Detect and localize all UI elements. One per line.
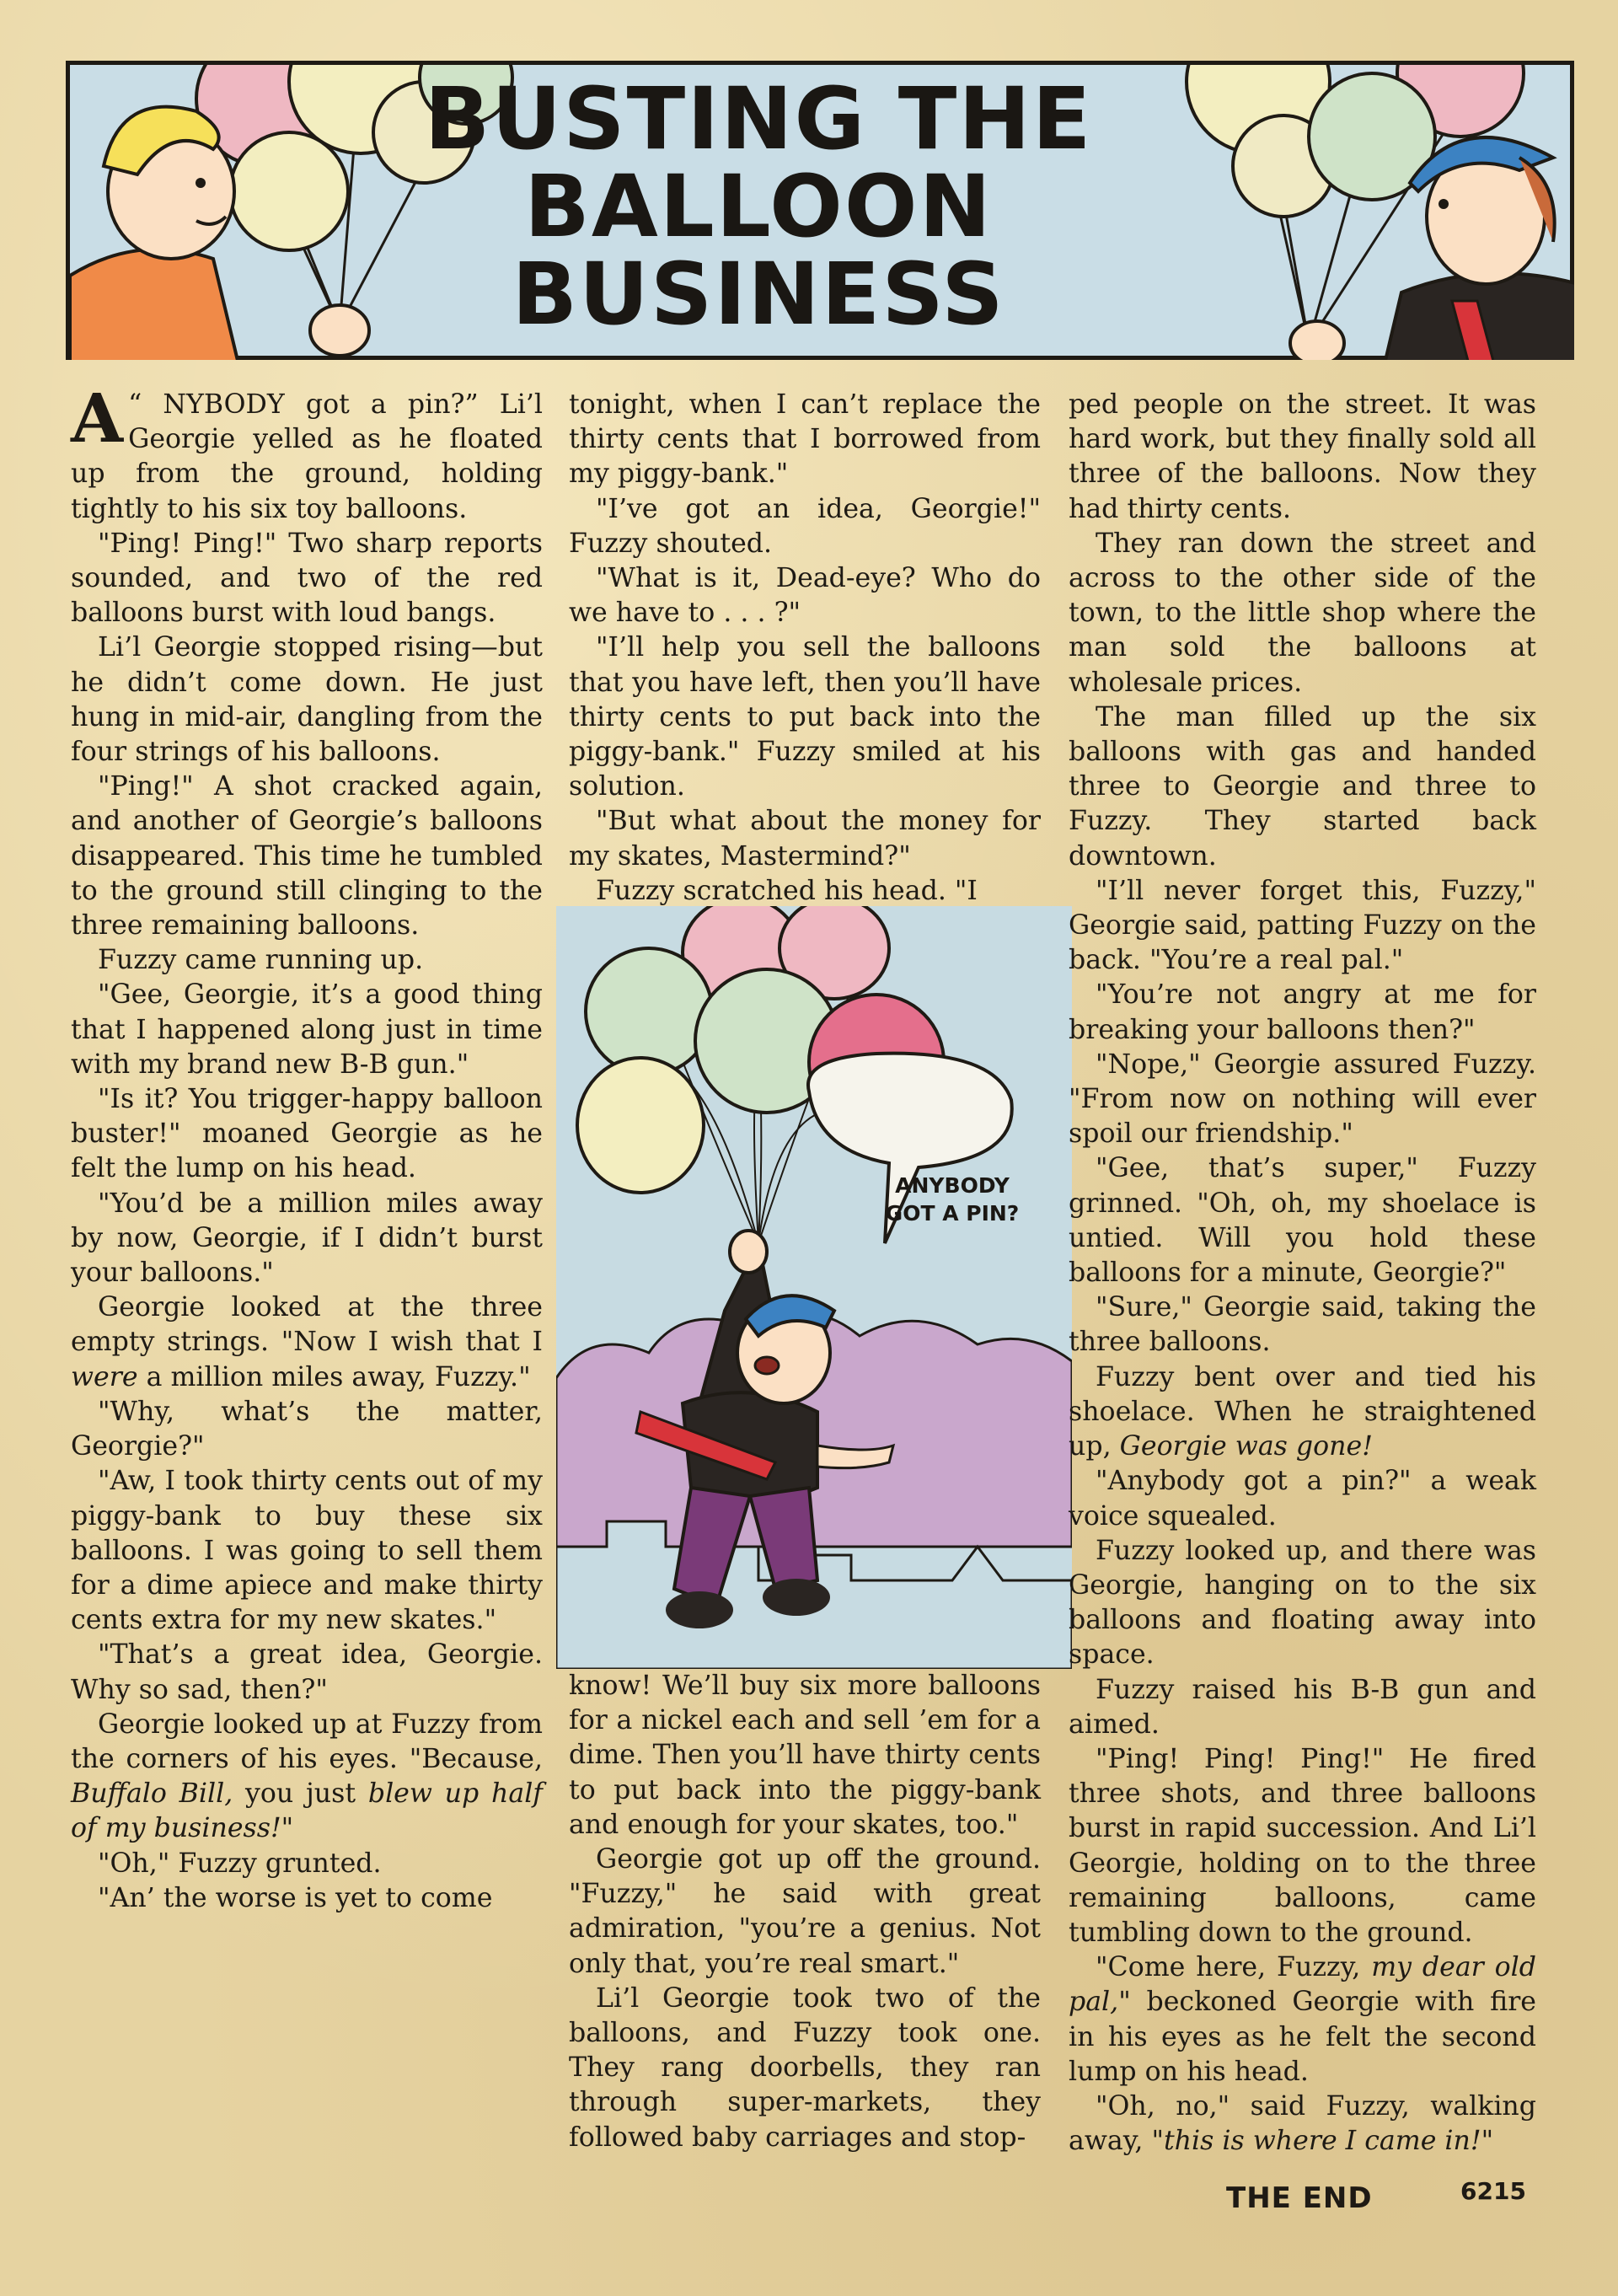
paragraph-text: "Oh, no," said Fuzzy, walking away, " — [1069, 2090, 1536, 2157]
paragraph: Fuzzy raised his B-B gun and aimed. — [1069, 1674, 1536, 1740]
paragraph: Fuzzy scratched his head. "I — [596, 875, 978, 906]
paragraph — [71, 1708, 543, 1847]
paragraph: "You’re not angry at me for breaking your balloons then?" — [1069, 979, 1536, 1045]
paragraph-emphasis: blew up half of my business! — [71, 1778, 543, 1844]
paragraph: Georgie got up off the ground. "Fuzzy," he said with great admiration, "you’re a genius. Not only that, you’re real smart." — [569, 1844, 1041, 1979]
paragraph-emphasis: my dear old pal, — [1069, 1952, 1536, 2018]
column-2-bottom — [569, 1669, 1041, 2155]
paragraph — [1069, 2089, 1536, 2159]
paragraph: They ran down the street and across to the other side of the town, to the little shop where the man sold the balloons at wholesale prices. — [1069, 528, 1536, 698]
paragraph: tonight, when I can’t replace the thirty cents that I borrowed from my piggy-bank." — [569, 389, 1041, 490]
paragraph: Li’l Georgie took two of the balloons, and Fuzzy took one. They rang doorbells, they ran through super-markets, they followed baby carriages and stop- — [569, 1982, 1041, 2153]
paragraph: "Oh," Fuzzy grunted. — [98, 1848, 382, 1879]
paragraph: "You’d be a million miles away by now, Georgie, if I didn’t burst your balloons." — [71, 1188, 543, 1289]
title-line-2: BALLOON BUSINESS — [512, 157, 1005, 346]
paragraph-emphasis: Buffalo Bill, — [71, 1778, 233, 1810]
floating-georgie-illustration — [556, 906, 1072, 1669]
paragraph — [1069, 1360, 1536, 1465]
paragraph: Fuzzy looked up, and there was Georgie, hanging on to the six balloons and floating away into space. — [1069, 1535, 1536, 1671]
paragraph-text: a million miles away, Fuzzy." — [137, 1361, 531, 1392]
paragraph: "An’ the worse is yet to come — [98, 1882, 493, 1913]
paragraph: "Aw, I took thirty cents out of my piggy-bank to buy these six balloons. I was going to sell them for a dime apiece and make thirty cents extra for my new skates." — [71, 1466, 543, 1636]
paragraph-text: Georgie looked at the three empty strings. "Now I wish that I — [71, 1292, 543, 1358]
paragraph-emphasis: were — [71, 1361, 138, 1392]
panel-drawing — [556, 906, 1072, 1669]
speech-bubble-text — [868, 1172, 1037, 1227]
column-2-top — [569, 388, 1041, 909]
paragraph: Li’l Georgie stopped rising—but he didn’t come down. He just hung in mid-air, dangling from the four strings of his balloons. — [71, 632, 543, 768]
drop-cap: A — [71, 378, 124, 458]
paragraph-text: " beckoned Georgie with fire in his eyes as he felt the second lump on his head. — [1069, 1987, 1536, 2087]
paragraph: "Ping!" A shot cracked again, and another of Georgie’s balloons disappeared. This time he tumbled to the ground still clinging to the three remaining balloons. — [71, 771, 543, 941]
paragraph — [71, 378, 543, 527]
paragraph: "Ping! Ping!" Two sharp reports sounded, and two of the red balloons burst with loud bangs. — [71, 528, 543, 629]
paragraph: "Is it? You trigger-happy balloon buster!" moaned Georgie as he felt the lump on his head. — [71, 1084, 543, 1184]
title-line-1: BUSTING THE — [424, 69, 1093, 169]
paragraph — [1069, 1950, 1536, 2089]
page-code: 6215 — [1460, 2177, 1526, 2205]
paragraph: "Anybody got a pin?" a weak voice squealed. — [1069, 1466, 1536, 1532]
paragraph: know! We’ll buy six more balloons for a nickel each and sell ’em for a dime. Then you’ll have thirty cents to put back into the piggy-bank and enough for your skates, too." — [569, 1671, 1041, 1840]
paragraph: "That’s a great idea, Georgie. Why so sad, then?" — [71, 1639, 543, 1705]
paragraph-text: "Come here, Fuzzy, — [1096, 1952, 1372, 1983]
paragraph: "Gee, Georgie, it’s a good thing that I happened along just in time with my brand new B-B gun." — [71, 979, 543, 1080]
bubble-line-2: GOT A PIN? — [885, 1201, 1020, 1226]
paragraph: ped people on the street. It was hard work, but they finally sold all three of the balloons. Now they had thirty cents. — [1069, 389, 1536, 524]
paragraph-emphasis: Georgie was gone! — [1119, 1431, 1373, 1462]
paragraph: "I’ve got an idea, Georgie!" Fuzzy shouted. — [569, 493, 1041, 559]
paragraph-text: “ NYBODY got a pin?” Li’l Georgie yelled as he floated up from the ground, holding tightly to his six toy balloons. — [71, 389, 543, 524]
paragraph: The man filled up the six balloons with gas and handed three to Georgie and three to Fuzzy. They started back downtown. — [1069, 701, 1536, 872]
paragraph-text: Georgie looked up at Fuzzy from the corners of his eyes. "Because, — [71, 1709, 543, 1774]
paragraph: Fuzzy came running up. — [98, 945, 424, 976]
paragraph-text: Fuzzy bent over and tied his shoelace. When he straightened up, — [1069, 1361, 1536, 1462]
text-column-3 — [1069, 388, 1536, 2159]
paragraph-text: you just — [233, 1778, 368, 1810]
paragraph-emphasis: this is where I came in! — [1163, 2126, 1481, 2157]
paragraph: "Nope," Georgie assured Fuzzy. "From now on nothing will ever spoil our friendship." — [1069, 1049, 1536, 1150]
paragraph-text: " — [1481, 2126, 1494, 2157]
paragraph: "I’ll help you sell the balloons that you have left, then you’ll have thirty cents to put back into the piggy-bank." Fuzzy smiled at his solution. — [569, 632, 1041, 802]
paragraph-text: " — [281, 1813, 294, 1844]
paragraph: "Gee, that’s super," Fuzzy grinned. "Oh, oh, my shoelace is untied. Will you hold these balloons for a minute, Georgie?" — [1069, 1153, 1536, 1289]
paragraph: "What is it, Dead-eye? Who do we have to . . . ?" — [569, 563, 1041, 629]
paragraph: "Sure," Georgie said, taking the three balloons. — [1069, 1292, 1536, 1358]
paragraph: "Ping! Ping! Ping!" He fired three shots, and three balloons burst in rapid succession. And Li’l Georgie, holding on to the three remaining balloons, came tumbling down to the ground. — [1069, 1743, 1536, 1948]
story-title — [337, 69, 1180, 346]
paragraph: "But what about the money for my skates, Mastermind?" — [569, 806, 1041, 872]
paragraph: "Why, what’s the matter, Georgie?" — [71, 1396, 543, 1462]
the-end-label: THE END — [1226, 2181, 1373, 2215]
text-column-1 — [71, 378, 543, 1916]
paragraph — [71, 1290, 543, 1395]
paragraph: "I’ll never forget this, Fuzzy," Georgie said, patting Fuzzy on the back. "You’re a real pal." — [1069, 875, 1536, 976]
bubble-line-1: ANYBODY — [895, 1173, 1010, 1198]
